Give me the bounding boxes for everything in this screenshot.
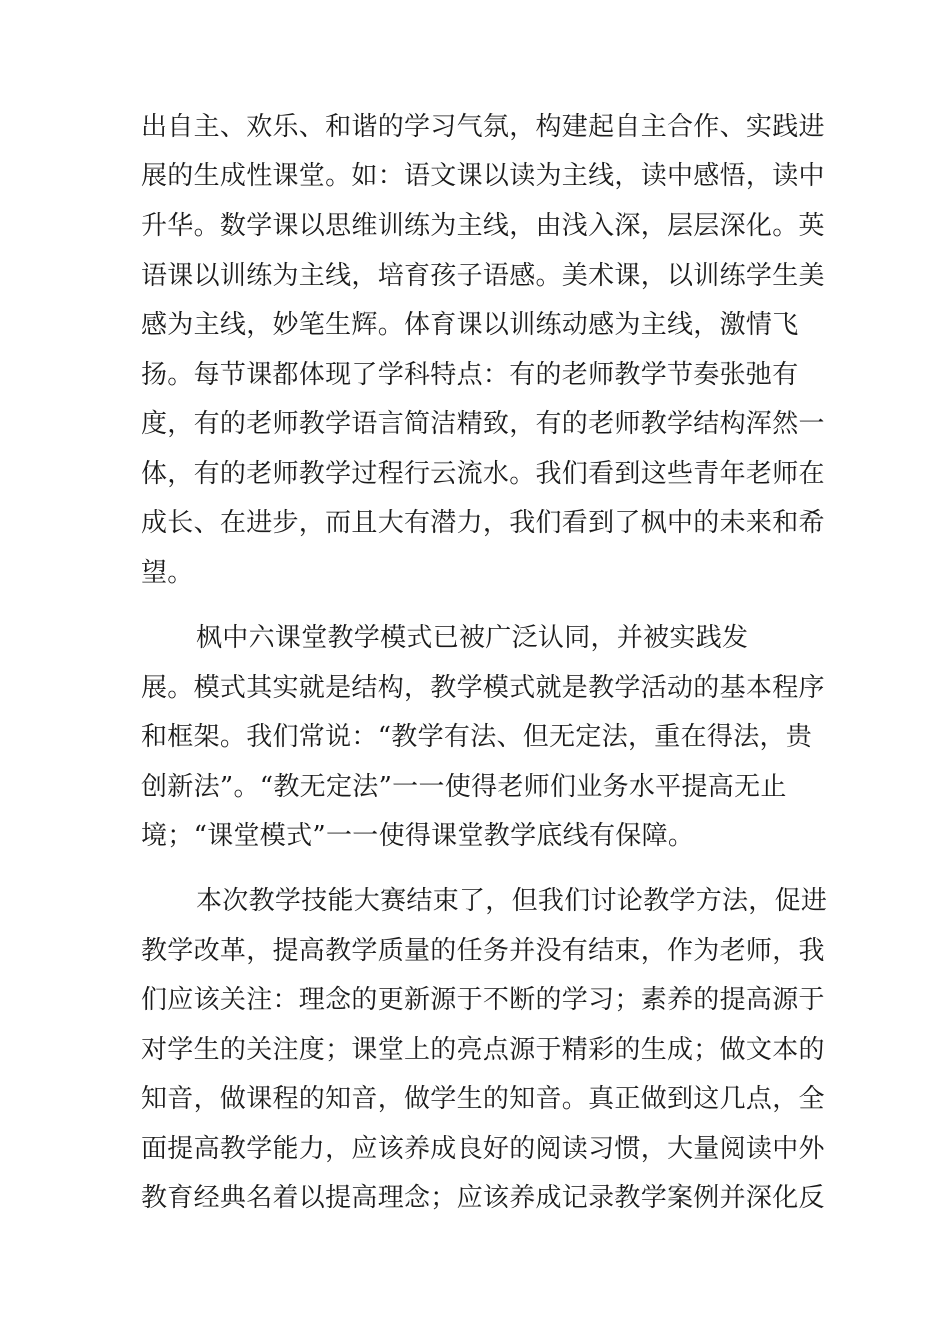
paragraph-2-line: 展。模式其实就是结构，教学模式就是教学活动的基本程序 [141, 673, 825, 703]
paragraph-2-line: 境；“课堂模式”一一使得课堂教学底线有保障。 [141, 821, 695, 851]
paragraph-2-line: 和框架。我们常说：“教学有法、但无定法，重在得法，贵 [141, 722, 813, 752]
paragraph-1-line: 升华。数学课以思维训练为主线，由浅入深，层层深化。英 [141, 211, 825, 241]
paragraph-3-line: 教育经典名着以提高理念；应该养成记录教学案例并深化反 [141, 1183, 825, 1213]
paragraph-3-line: 本次教学技能大赛结束了，但我们讨论教学方法，促进 [196, 886, 828, 916]
paragraph-1-line: 望。 [141, 558, 194, 588]
paragraph-2-line: 创新法”。“教无定法”一一使得老师们业务水平提高无止 [141, 772, 787, 802]
paragraph-2-line: 枫中六课堂教学模式已被广泛认同，并被实践发 [196, 623, 749, 653]
paragraph-1-line: 语课以训练为主线，培育孩子语感。美术课，以训练学生美 [141, 261, 825, 291]
paragraph-1-line: 感为主线，妙笔生辉。体育课以训练动感为主线，激情飞 [141, 310, 799, 340]
paragraph-3-line: 知音，做课程的知音，做学生的知音。真正做到这几点，全 [141, 1084, 825, 1114]
paragraph-1-line: 展的生成性课堂。如：语文课以读为主线，读中感悟，读中 [141, 161, 825, 191]
paragraph-3-line: 面提高教学能力，应该养成良好的阅读习惯，大量阅读中外 [141, 1134, 825, 1164]
paragraph-1-line: 度，有的老师教学语言简洁精致，有的老师教学结构浑然一 [141, 409, 825, 439]
paragraph-1-line: 出自主、欢乐、和谐的学习气氛，构建起自主合作、实践进 [141, 112, 825, 142]
paragraph-1-line: 体，有的老师教学过程行云流水。我们看到这些青年老师在 [141, 459, 825, 489]
paragraph-3-line: 教学改革，提高教学质量的任务并没有结束，作为老师，我 [141, 936, 825, 966]
paragraph-3-line: 们应该关注：理念的更新源于不断的学习；素养的提高源于 [141, 985, 825, 1015]
paragraph-1-line: 扬。每节课都体现了学科特点：有的老师教学节奏张弛有 [141, 360, 799, 390]
paragraph-3-line: 对学生的关注度；课堂上的亮点源于精彩的生成；做文本的 [141, 1035, 825, 1065]
paragraph-1-line: 成长、在进步，而且大有潜力，我们看到了枫中的未来和希 [141, 508, 825, 538]
